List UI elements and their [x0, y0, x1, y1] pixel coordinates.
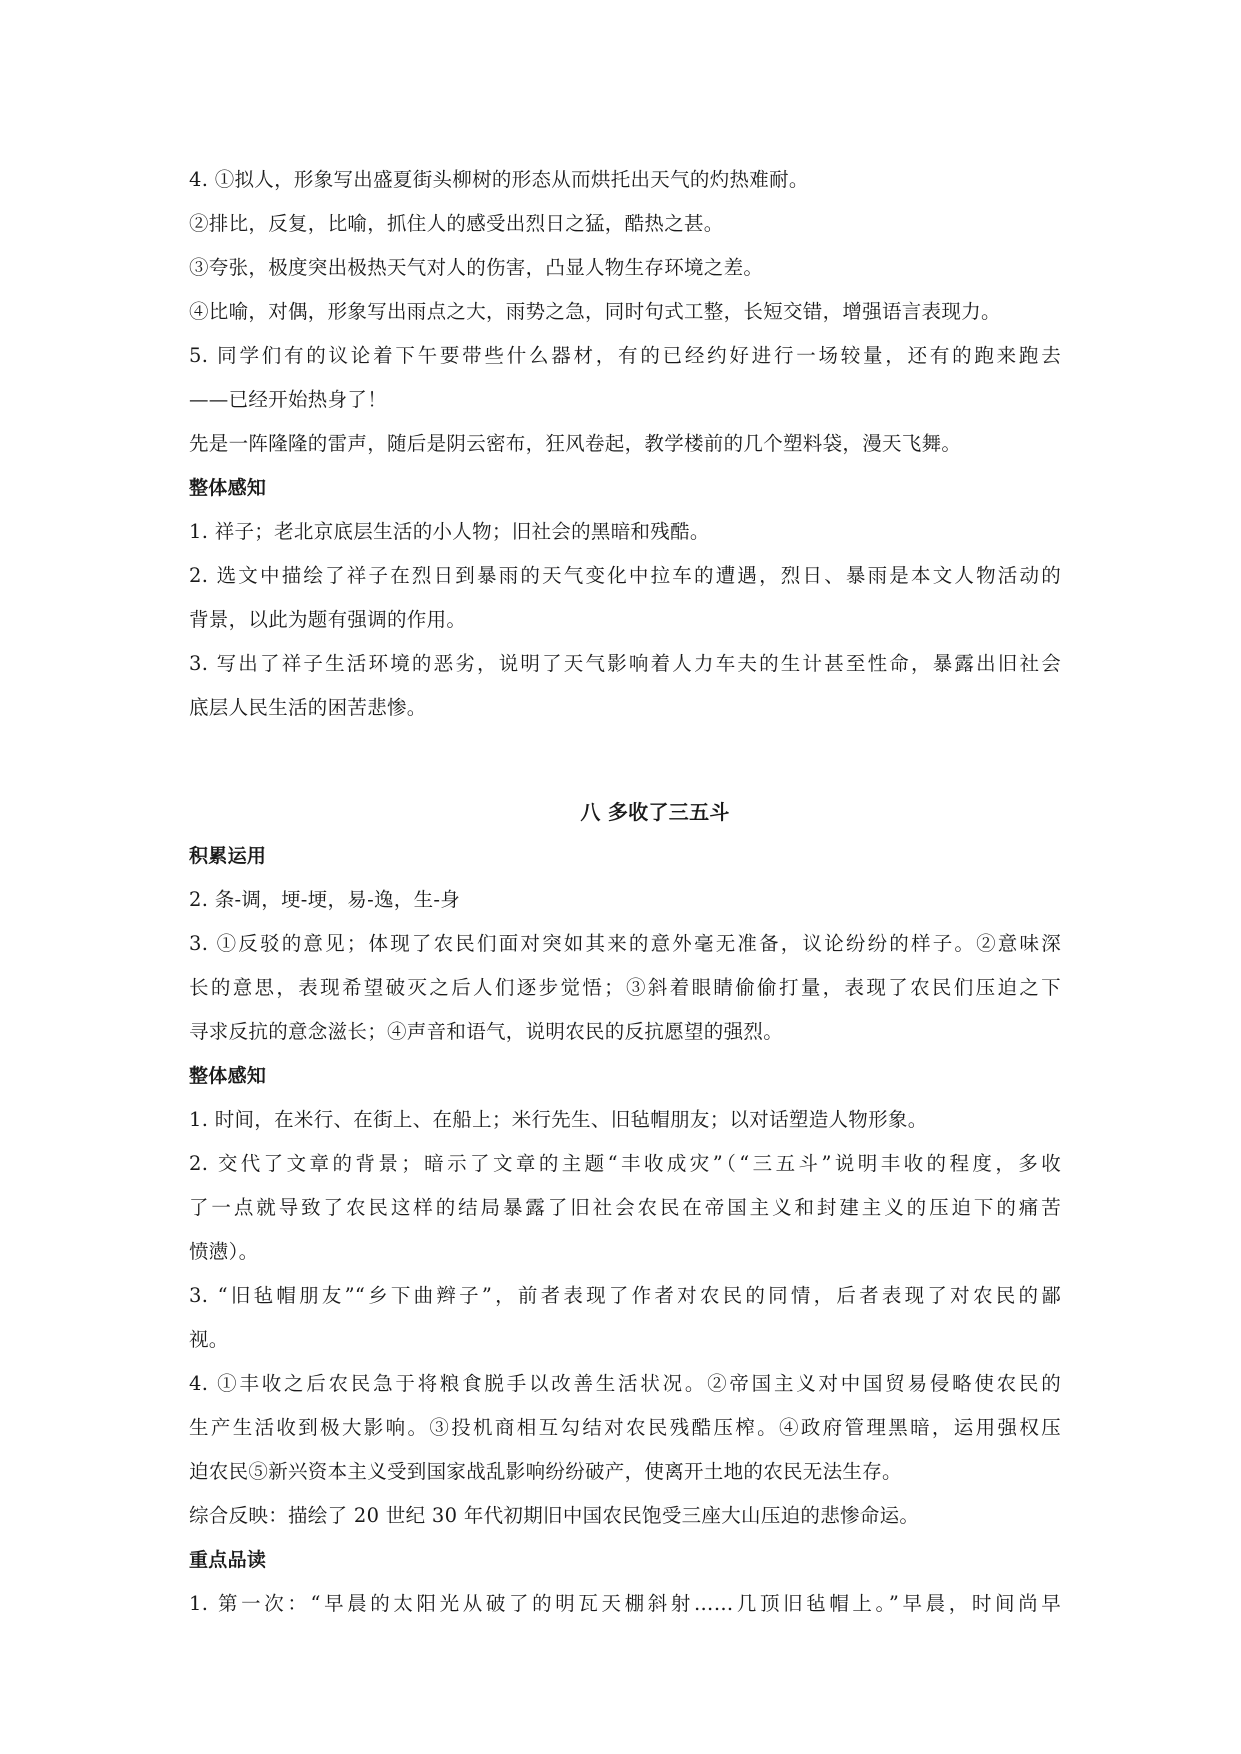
paragraph-line: 背景，以此为题有强调的作用。	[189, 608, 467, 631]
paragraph-line: 长的意思，表现希望破灭之后人们逐步觉悟；③斜着眼睛偷偷打量，表现了农民们压迫之下	[189, 976, 1061, 999]
paragraph-line: ——已经开始热身了！	[189, 388, 387, 411]
section-heading-overall: 整体感知	[189, 1065, 267, 1087]
paragraph-line: 1. 祥子；老北京底层生活的小人物；旧社会的黑暗和残酷。	[189, 520, 710, 543]
document-page	[189, 158, 1061, 1626]
paragraph-line: ②排比，反复，比喻，抓住人的感受出烈日之猛，酷热之甚。	[189, 212, 724, 235]
section-heading-overall: 整体感知	[189, 477, 267, 499]
section-gap	[189, 730, 1061, 790]
paragraph-line: 4. ①丰收之后农民急于将粮食脱手以改善生活状况。②帝国主义对中国贸易侵略使农民的	[189, 1372, 1061, 1395]
paragraph-line: 2. 条-调，埂-埂，易-逸，生-身	[189, 888, 461, 911]
paragraph-line: 迫农民⑤新兴资本主义受到国家战乱影响纷纷破产，使离开土地的农民无法生存。	[189, 1460, 902, 1483]
paragraph-line: 2. 交代了文章的背景；暗示了文章的主题“丰收成灾”（“三五斗”说明丰收的程度，多收	[189, 1152, 1061, 1175]
chapter-title: 八 多收了三五斗	[580, 800, 730, 824]
section-heading-accumulate: 积累运用	[189, 845, 267, 867]
paragraph-line: 4. ①拟人，形象写出盛夏街头柳树的形态从而烘托出天气的灼热难耐。	[189, 168, 809, 191]
paragraph-line: 1. 时间，在米行、在街上、在船上；米行先生、旧毡帽朋友；以对话塑造人物形象。	[189, 1108, 928, 1131]
paragraph-line: 3. 写出了祥子生活环境的恶劣，说明了天气影响着人力车夫的生计甚至性命，暴露出旧社会	[189, 652, 1061, 675]
paragraph-line: 愤懑）。	[189, 1240, 259, 1263]
paragraph-line: 先是一阵隆隆的雷声，随后是阴云密布，狂风卷起，教学楼前的几个塑料袋，漫天飞舞。	[189, 432, 962, 455]
paragraph-line: 3. ①反驳的意见；体现了农民们面对突如其来的意外毫无准备，议论纷纷的样子。②意味深	[189, 932, 1061, 955]
paragraph-line: 2. 选文中描绘了祥子在烈日到暴雨的天气变化中拉车的遭遇，烈日、暴雨是本文人物活动的	[189, 564, 1061, 587]
paragraph-line: 5. 同学们有的议论着下午要带些什么器材，有的已经约好进行一场较量，还有的跑来跑去	[189, 344, 1061, 367]
paragraph-line: 底层人民生活的困苦悲惨。	[189, 696, 427, 719]
paragraph-line: 综合反映：描绘了 20 世纪 30 年代初期旧中国农民饱受三座大山压迫的悲惨命运。	[189, 1504, 920, 1527]
paragraph-line: ③夸张，极度突出极热天气对人的伤害，凸显人物生存环境之差。	[189, 256, 764, 279]
paragraph-line: 3. “旧毡帽朋友”“乡下曲辫子”，前者表现了作者对农民的同情，后者表现了对农民的鄙	[189, 1284, 1061, 1307]
paragraph-line: ④比喻，对偶，形象写出雨点之大，雨势之急，同时句式工整，长短交错，增强语言表现力。	[189, 300, 1001, 323]
paragraph-line: 视。	[189, 1328, 229, 1351]
paragraph-line: 了一点就导致了农民这样的结局暴露了旧社会农民在帝国主义和封建主义的压迫下的痛苦	[189, 1196, 1061, 1219]
paragraph-line: 生产生活收到极大影响。③投机商相互勾结对农民残酷压榨。④政府管理黑暗，运用强权压	[189, 1416, 1061, 1439]
section-heading-key: 重点品读	[189, 1549, 267, 1571]
paragraph-line: 寻求反抗的意念滋长；④声音和语气，说明农民的反抗愿望的强烈。	[189, 1020, 784, 1043]
paragraph-line: 1. 第一次：“早晨的太阳光从破了的明瓦天棚斜射……几顶旧毡帽上。”早晨，时间尚早	[189, 1592, 1061, 1615]
